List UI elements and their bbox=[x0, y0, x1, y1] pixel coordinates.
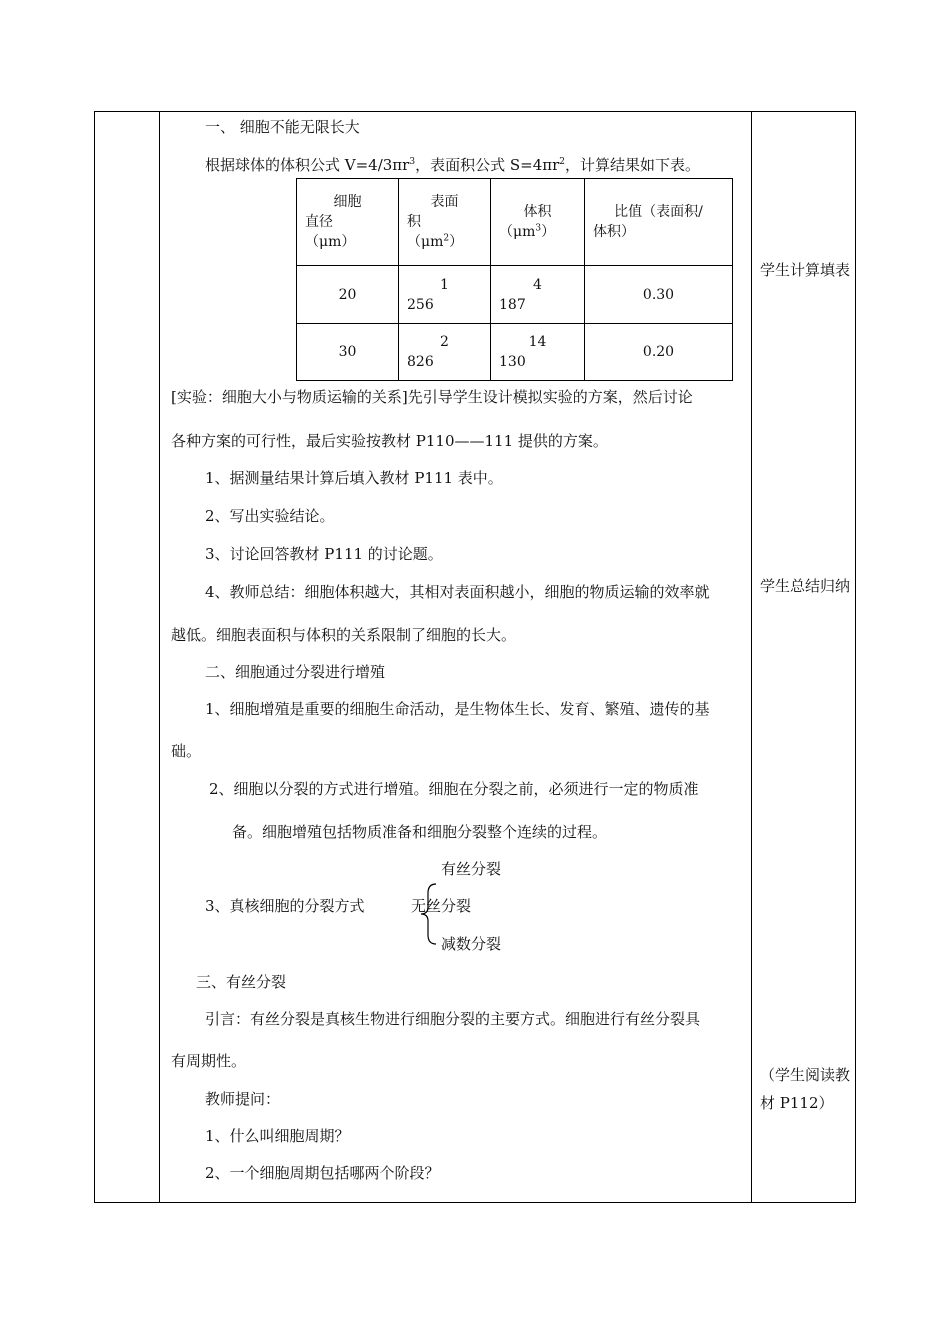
experiment-step4-line2: 越低。细胞表面积与体积的关系限制了细胞的长大。 bbox=[171, 626, 517, 644]
experiment-line2: 各种方案的可行性，最后实验按教材 P110——111 提供的方案。 bbox=[171, 432, 608, 450]
header-diameter: 细胞 直径 （μm） bbox=[297, 179, 399, 266]
section3-intro-line1: 引言：有丝分裂是真核生物进行细胞分裂的主要方式。细胞进行有丝分裂具 bbox=[205, 1010, 701, 1028]
section2-p1-line1: 1、细胞增殖是重要的细胞生命活动，是生物体生长、发育、繁殖、遗传的基 bbox=[205, 700, 710, 718]
cell-volume: 14 130 bbox=[491, 324, 585, 381]
section3-heading: 三、有丝分裂 bbox=[196, 973, 287, 991]
table-header-row bbox=[297, 179, 733, 266]
experiment-step3: 3、讨论回答教材 P111 的讨论题。 bbox=[205, 545, 443, 563]
side-note-summary: 学生总结归纳 bbox=[760, 577, 851, 595]
teacher-ask: 教师提问： bbox=[205, 1090, 281, 1108]
division-type-meiosis: 减数分裂 bbox=[441, 935, 502, 953]
curly-brace-icon bbox=[418, 883, 438, 945]
cell-ratio: 0.30 bbox=[585, 266, 733, 324]
header-ratio: 比值（表面积/ 体积） bbox=[585, 179, 733, 266]
section2-heading: 二、细胞通过分裂进行增殖 bbox=[205, 663, 386, 681]
cell-volume: 4 187 bbox=[491, 266, 585, 324]
column-divider-right bbox=[751, 112, 752, 1202]
section2-p1-line2: 础。 bbox=[171, 742, 202, 760]
cell-surface-area: 2 826 bbox=[399, 324, 491, 381]
formula-intro: 根据球体的体积公式 $V=4/3\pi r^3$，表面积公式 $S=4\pi r^2$，计算结果如下表。 bbox=[205, 156, 701, 174]
cell-diameter: 30 bbox=[297, 324, 399, 381]
section2-p2-line2: 备。细胞增殖包括物质准备和细胞分裂整个连续的过程。 bbox=[232, 823, 608, 841]
experiment-line1: [实验：细胞大小与物质运输的关系]先引导学生设计模拟实验的方案，然后讨论 bbox=[171, 388, 693, 406]
question-2: 2、一个细胞周期包括哪两个阶段？ bbox=[205, 1164, 440, 1182]
header-volume: 体积 $(\mu m^3)$ bbox=[491, 179, 585, 266]
side-note-reading: （学生阅读教材 P112） bbox=[760, 1066, 851, 1112]
calculation-table bbox=[296, 178, 733, 381]
division-label: 3、真核细胞的分裂方式 bbox=[205, 897, 365, 915]
cell-surface-area: 1 256 bbox=[399, 266, 491, 324]
experiment-step1: 1、据测量结果计算后填入教材 P111 表中。 bbox=[205, 469, 503, 487]
section2-p2-line1: 2、细胞以分裂的方式进行增殖。细胞在分裂之前，必须进行一定的物质准 bbox=[209, 780, 699, 798]
cell-diameter: 20 bbox=[297, 266, 399, 324]
section3-intro-line2: 有周期性。 bbox=[171, 1052, 247, 1070]
experiment-step2: 2、写出实验结论。 bbox=[205, 507, 335, 525]
division-type-mitosis: 有丝分裂 bbox=[441, 860, 502, 878]
question-1: 1、什么叫细胞周期？ bbox=[205, 1127, 350, 1145]
section1-heading: 一、 细胞不能无限长大 bbox=[205, 118, 360, 136]
table-row bbox=[297, 266, 733, 324]
division-type-amitosis: 无丝分裂 bbox=[411, 897, 472, 915]
column-divider-left bbox=[159, 112, 160, 1202]
table-row bbox=[297, 324, 733, 381]
header-surface-area: 表面 积 $(\mu m^2)$ bbox=[399, 179, 491, 266]
experiment-step4-line1: 4、教师总结：细胞体积越大，其相对表面积越小，细胞的物质运输的效率就 bbox=[205, 583, 710, 601]
side-note-calc: 学生计算填表 bbox=[760, 261, 851, 279]
cell-ratio: 0.20 bbox=[585, 324, 733, 381]
